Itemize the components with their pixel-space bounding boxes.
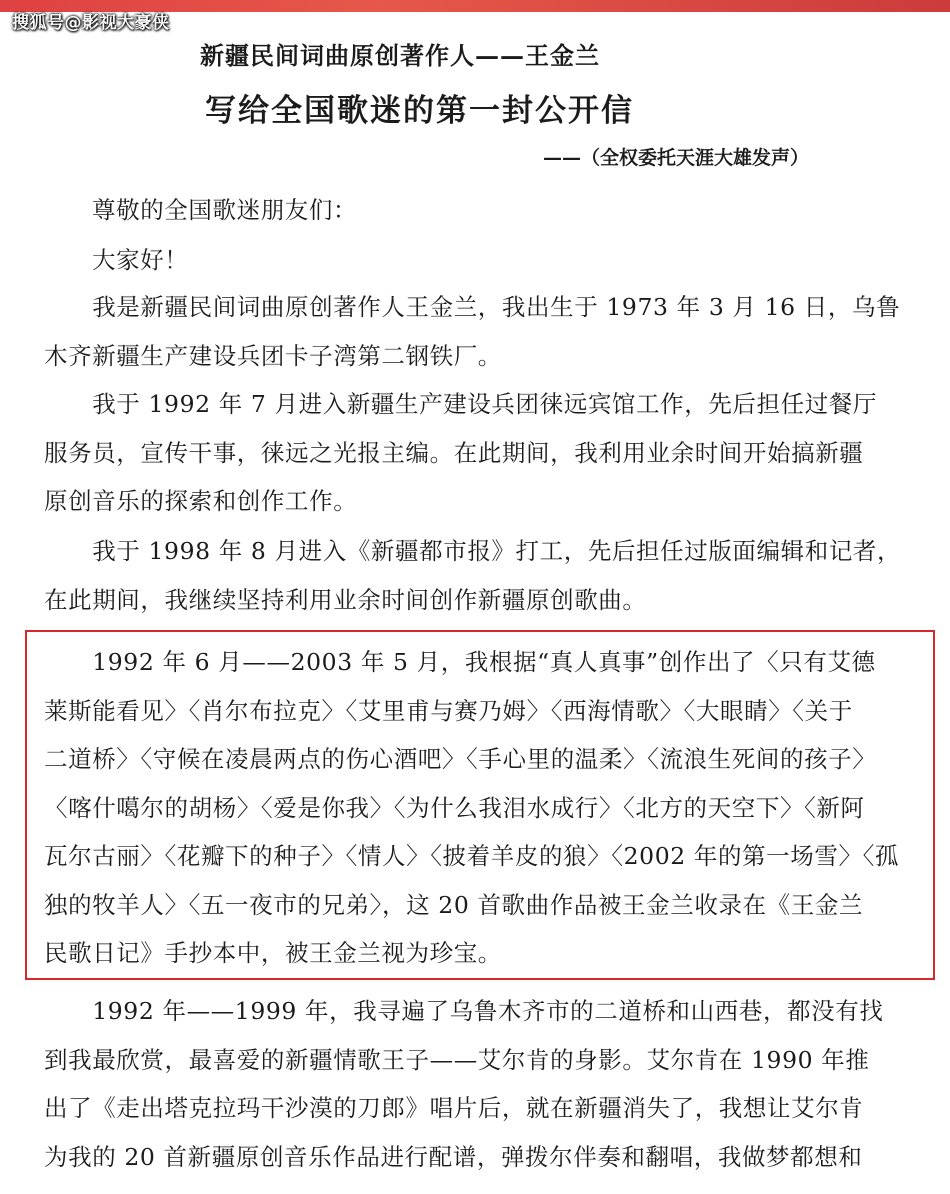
text-line: 二道桥〉〈守候在凌晨两点的伤心酒吧〉〈手心里的温柔〉〈流浪生死间的孩子〉	[44, 745, 877, 773]
text-line: 独的牧羊人〉〈五一夜市的兄弟〉，这 20 首歌曲作品被王金兰收录在《王金兰	[44, 890, 864, 919]
watermark: 搜狐号@影视大豪侠	[12, 13, 170, 33]
paragraph-song-list	[44, 638, 924, 978]
text-line: 〈喀什噶尔的胡杨〉〈爱是你我〉〈为什么我泪水成行〉〈北方的天空下〉〈新阿	[44, 793, 865, 822]
document-header: 新疆民间词曲原创著作人——王金兰	[200, 41, 600, 70]
attribution-line: ——（全权委托天涯大雄发声）	[543, 147, 810, 169]
greeting	[44, 236, 924, 285]
text-line: 在此期间，我继续坚持利用业余时间创作新疆原创歌曲。	[44, 585, 647, 614]
salutation	[44, 186, 924, 235]
paragraph-birth	[44, 283, 924, 380]
document-title: 写给全国歌迷的第一封公开信	[205, 93, 634, 129]
text-line: 为我的 20 首新疆原创音乐作品进行配谱，弹拨尔伴奏和翻唱，我做梦都想和	[44, 1142, 863, 1171]
text-line: 出了《走出塔克拉玛干沙漠的刀郎》唱片后，就在新疆消失了，我想让艾尔肯	[44, 1094, 864, 1122]
paragraph-hotel-work	[44, 380, 924, 526]
text-line: 我于 1998 年 8 月进入《新疆都市报》打工，先后担任过版面编辑和记者，	[44, 537, 902, 565]
text-line: 瓦尔古丽〉〈花瓣下的种子〉〈情人〉〈披着羊皮的狼〉〈2002 年的第一场雪〉〈孤	[44, 842, 900, 870]
text-line: 我于 1992 年 7 月进入新疆生产建设兵团徕远宾馆工作，先后担任过餐厅	[44, 390, 878, 418]
greeting-line: 大家好！	[92, 246, 189, 274]
text-line: 民歌日记》手抄本中，被王金兰视为珍宝。	[44, 939, 502, 967]
text-line: 到我最欣赏，最喜爱的新疆情歌王子——艾尔肯的身影。艾尔肯在 1990 年推	[44, 1045, 870, 1074]
paragraph-search-erken	[44, 987, 924, 1181]
text-line: 1992 年——1999 年，我寻遍了乌鲁木齐市的二道桥和山西巷，都没有找	[44, 997, 884, 1025]
text-line: 莱斯能看见〉〈肖尔布拉克〉〈艾里甫与赛乃姆〉〈西海情歌〉〈大眼睛〉〈关于	[44, 696, 853, 725]
text-line: 1992 年 6 月——2003 年 5 月，我根据“真人真事”创作出了〈只有艾德	[44, 648, 876, 676]
text-line: 原创音乐的探索和创作工作。	[44, 487, 358, 515]
text-line: 服务员，宣传干事，徕远之光报主编。在此期间，我利用业余时间开始搞新疆	[44, 438, 864, 467]
text-line: 我是新疆民间词曲原创著作人王金兰，我出生于 1973 年 3 月 16 日，乌鲁	[44, 293, 901, 321]
paragraph-newspaper-work	[44, 527, 924, 624]
salutation-line: 尊敬的全国歌迷朋友们：	[92, 196, 358, 224]
text-line: 木齐新疆生产建设兵团卡子湾第二钢铁厂。	[44, 341, 502, 370]
